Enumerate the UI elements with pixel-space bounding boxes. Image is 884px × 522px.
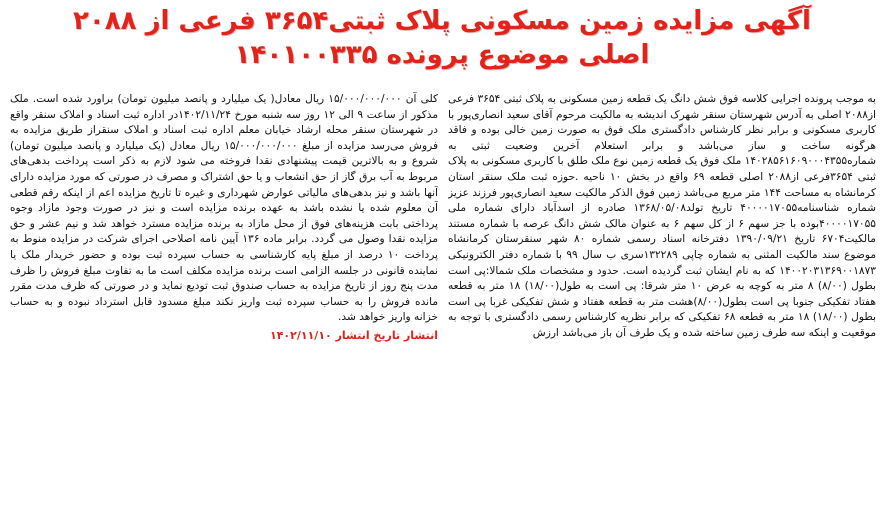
notice-body — [10, 92, 876, 516]
notice-title — [0, 4, 884, 72]
right-column — [448, 92, 876, 516]
title-line-2: اصلی موضوع پرونده ۱۴۰۱۰۰۳۳۵ — [234, 40, 650, 70]
left-column-text: کلی آن ۱۵/۰۰۰/۰۰۰/۰۰۰ ریال معادل( یک میلیارد و پانصد میلیون تومان) براورد شده است. ملک مذکور از ساعت ۹ الی ۱۲ روز سه شنبه مورخ ۱۴۰۲/۱۱/۲۴در اداره ثبت اسناد و املاک سنقر واقع در شهرستان سنقر محله ارشاد خیابان معلم اداره ثبت اسناد و املاک سنقراز طریق مزایده به فروش می‌رسد مزایده از مبلغ ۱۵/۰۰۰/۰۰۰/۰۰۰ ریال معادل (یک میلیارد و پانصد میلیون تومان) شروع و به بالاترین قیمت پیشنهادی نقدا فروخته می شود لازم به ذکر است پرداخت بدهی‌های مربوط به آب برق گاز از حق انشعاب و یا حق اشتراک و مصرف در صورتی که مورد مزایده دارای آنها باشد و نیز بدهی‌های مالیاتی عوارض شهرداری و غیره تا تاریخ مزایده اعم از اینکه رقم قطعی آن معلوم شده یا نشده باشد به عهده برنده مزایده است و نیز در صورت وجود مازاد وجوه پرداختی بابت هزینه‌های فوق از محل مازاد به برنده مزایده مسترد خواهد شد و نیم عشر و حق مزایده نقدا وصول می گردد. برابر ماده ۱۳۶ آیین نامه اصلاحی اجرای شرکت در مزایده منوط به پرداخت ۱۰ درصد از مبلغ پایه کارشناسی به حساب سپرده ثبت بوده و حضور خریدار ملک یا نماینده قانونی در جلسه الزامی است برنده مزایده مکلف است ما به تفاوت مبلغ فروش را ظرف مدت پنج روز از تاریخ مزایده به حساب صندوق ثبت تودیع نماید و در صورتی که ظرف مدت مقرر مانده فروش را به حساب سپرده ثبت واریز نکند مبلغ مسدود قابل استرداد نبوده و به حساب خزانه واریز خواهد شد. — [10, 93, 438, 324]
title-line-1: آگهی مزایده زمین مسکونی پلاک ثبتی۳۶۵۴ فرعی از ۲۰۸۸ — [73, 6, 811, 36]
publication-date: انتشار تاریخ انتشار ۱۴۰۲/۱۱/۱۰ — [270, 328, 438, 342]
left-column — [10, 92, 438, 516]
right-column-text: به موجب پرونده اجرایی کلاسه فوق شش دانگ یک قطعه زمین مسکونی به پلاک ثبتی ۳۶۵۴ فرعی از۲۰۸۸ اصلی به آدرس شهرستان سنقر شهرک اندیشه به مالکیت مرحوم آقای سعید انصاری‌پور با کاربری مسکونی و برابر نظر کارشناس دادگستری ملک فوق به صورت زمین خالی بوده و فاقد هرگونه ساخت و ساز می‌باشد و برابر استعلام آخرین وضعیت ثبتی به شماره۱۴۰۲۸۵۶۱۶۰۹۰۰۰۴۳۵۵ ملک فوق یک قطعه زمین نوع ملک طلق با کاربری مسکونی به پلاک ثبتی ۳۶۵۴فرعی از۲۰۸۸ اصلی قطعه ۶۹ واقع در بخش ۱۰ ناحیه .حوزه ثبت ملک سنقر استان کرمانشاه به مساحت ۱۴۴ متر مربع می‌باشد زمین فوق الذکر مالکیت سعید انصاری‌پور فرزند عزیز شماره شناسنامه۴۰۰۰۰۱۷۰۵۵ تاریخ تولد۱۳۶۸/۰۵/۰۸ صادره از اسدآباد دارای شماره ملی ۴۰۰۰۰۱۷۰۵۵بوده با جز سهم ۶ از کل سهم ۶ به عنوان مالک شش دانگ عرصه با شماره مستند مالکیت۶۷۰۴ تاریخ ۱۳۹۰/۰۹/۲۱ دفترخانه اسناد رسمی شماره ۸۰ شهر سنقرستان کرمانشاه موضوع سند مالکیت المثنی به شماره چاپی ۱۳۲۲۸۹سری ب سال ۹۹ با شماره دفتر الکترونیکی ۱۴۰۰۲۰۳۱۳۶۹۰۰۱۸۷۳ که به نام ایشان ثبت گردیده است. حدود و مشخصات ملک شمالا:پی است بطول (۸/۰۰) ۸ متر به کوچه به عرض ۱۰ متر شرقا: پی است به طول(۱۸/۰۰) ۱۸ متر به قطعه هفتاد تفکیکی جنوبا پی است بطول(۸/۰۰)هشت متر به قطعه هفتاد و شش تفکیکی غربا پی است بطول (۱۸/۰۰) ۱۸ متر به قطعه ۶۸ تفکیکی که برابر نظریه کارشناس رسمی دادگستری با توجه به موقعیت و اینکه سه طرف زمین ساخته شده و یک طرف آن باز می‌باشد ارزش — [448, 93, 876, 339]
